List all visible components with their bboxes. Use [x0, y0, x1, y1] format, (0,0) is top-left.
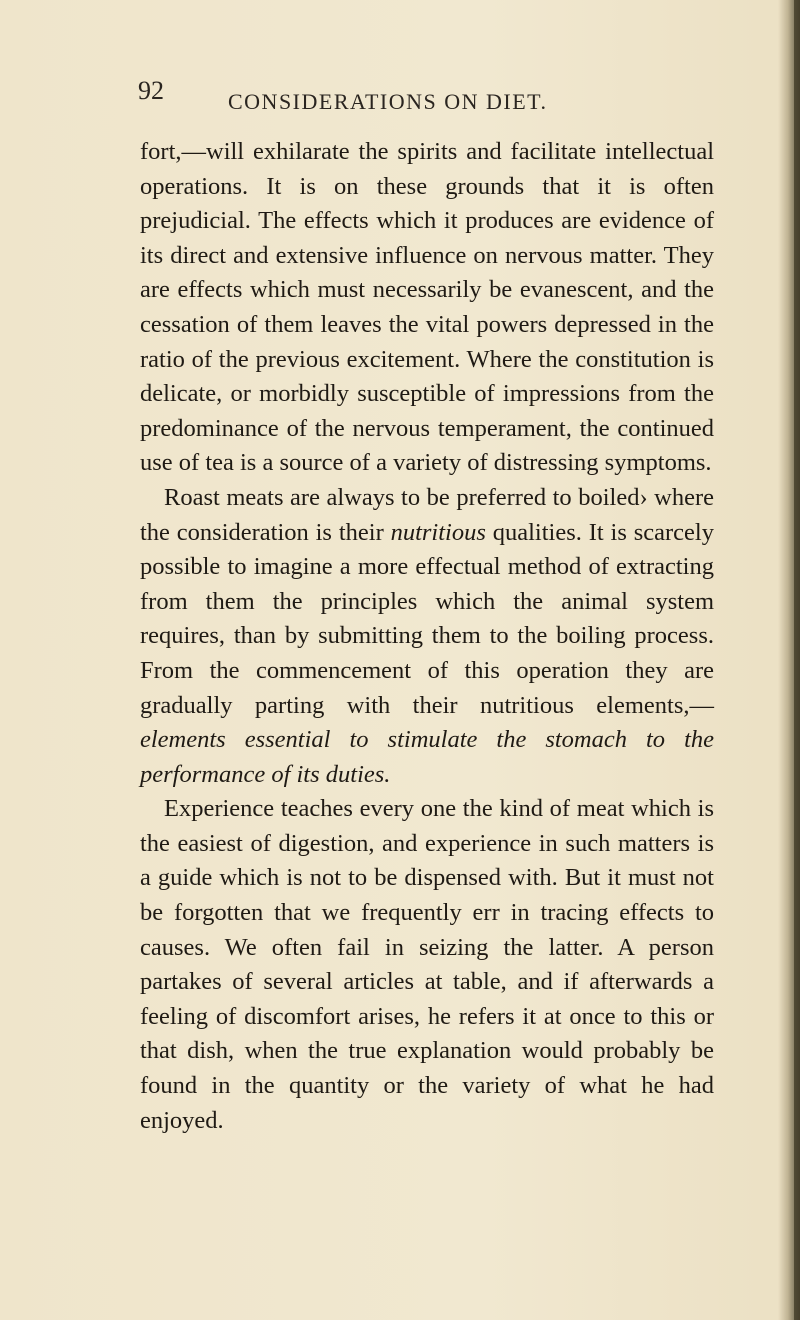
- paragraph-2: [140, 481, 714, 792]
- paragraph-1: fort,—will exhilarate the spirits and facilitate intellectual operations. It is on these grounds that it is often prejudicial. The effects which it produces are evidence of its direct and extensive influence on nervous matter. They are effects which must necessarily be evanescent, and the cessation of them leaves the vital powers depressed in the ratio of the previous excitement. Where the constitution is delicate, or morbidly susceptible of impressions from the predominance of the nervous temperament, the continued use of tea is a source of a variety of distressing symptoms.: [140, 138, 714, 477]
- paragraph-3: Experience teaches every one the kind of meat which is the easiest of digestion, and experience in such matters is a guide which is not to be dispensed with. But it must not be forgotten that we frequently err in tracing effects to causes. We often fail in seizing the latter. A person partakes of several articles at table, and if afterwards a feeling of discomfort arises, he refers it at once to this or that dish, when the true explanation would probably be found in the quantity or the variety of what he had enjoyed.: [140, 795, 714, 1134]
- italic-elements-essential: elements essential to stimulate the stomach to the performance of its duties.: [140, 726, 714, 788]
- italic-nutritious: nutritious: [390, 518, 486, 546]
- paragraph-2-part-1: Roast meats are always to be preferred to boiled› where the consideration is their: [140, 483, 714, 546]
- running-head: CONSIDERATIONS ON DIET.: [228, 89, 548, 114]
- page-edge-shadow: [778, 0, 800, 1320]
- body-text: [140, 135, 714, 1138]
- page-number: 92: [138, 76, 164, 105]
- paragraph-2-part-2: qualities. It is scarcely possible to imagine a more effectual method of extracting from them the principles which the animal system requires, than by submitting them to the boiling process. From the commencement of this operation they are gradually parting with their nutritious elements,—: [140, 518, 714, 719]
